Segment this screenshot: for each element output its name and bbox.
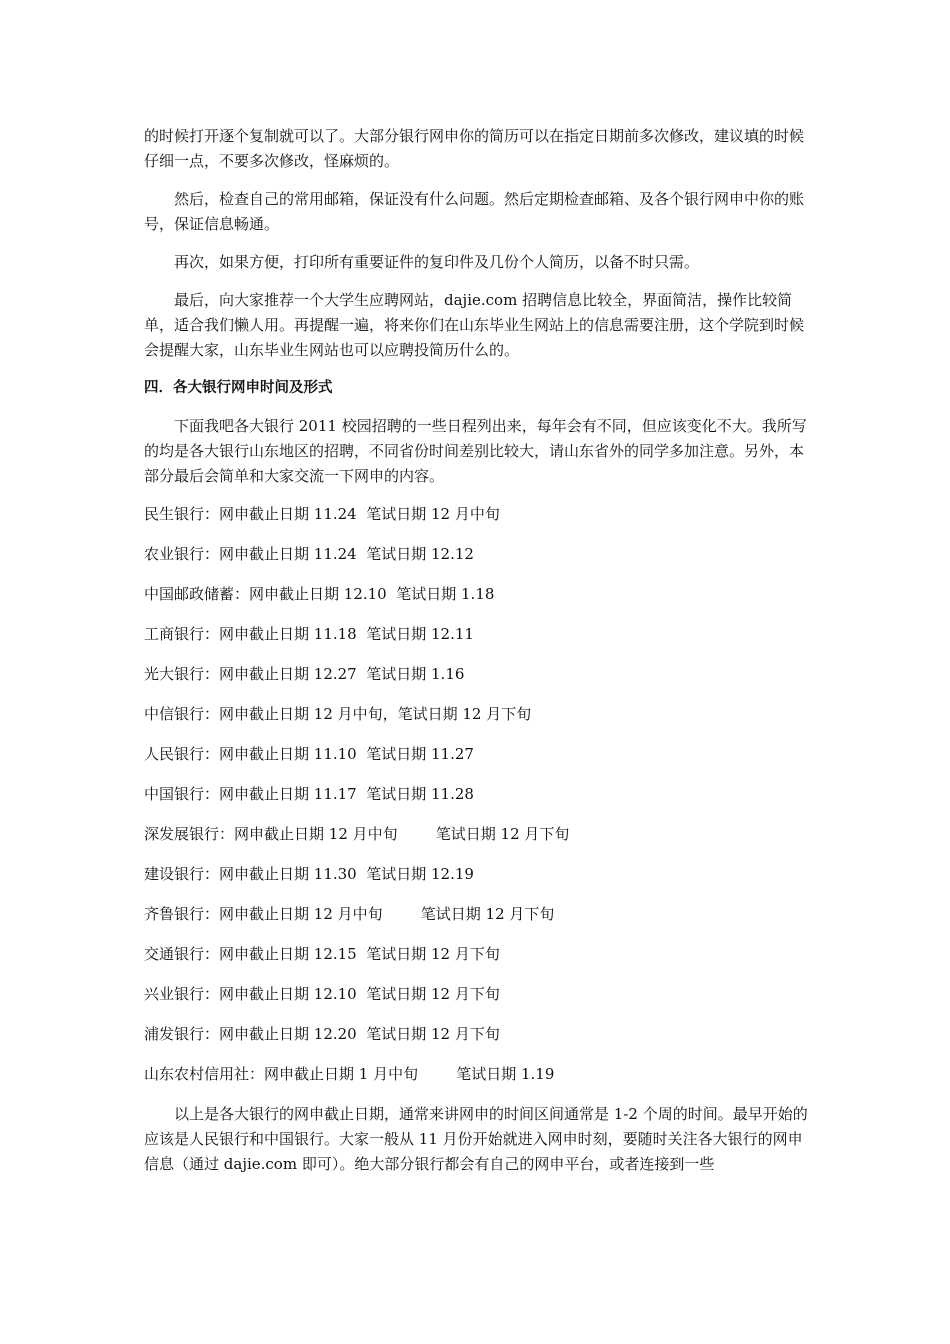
section-heading: 四．各大银行网申时间及形式 (144, 380, 333, 396)
bank-line-boc: 中国银行：网申截止日期 11.17 笔试日期 11.28 (144, 785, 474, 803)
bank-schedule-list (144, 502, 810, 1087)
bank-line-sdb: 深发展银行：网申截止日期 12 月中旬 笔试日期 12 月下旬 (144, 825, 570, 843)
bank-line-ccb: 建设银行：网申截止日期 11.30 笔试日期 12.19 (144, 865, 474, 883)
bank-line-abc: 农业银行：网申截止日期 11.24 笔试日期 12.12 (144, 545, 474, 563)
bank-line-minsheng: 民生银行：网申截止日期 11.24 笔试日期 12 月中旬 (144, 505, 500, 523)
paragraph-continuation: 的时候打开逐个复制就可以了。大部分银行网申你的简历可以在指定日期前多次修改，建议填的时候仔细一点，不要多次修改，怪麻烦的。 (144, 127, 805, 170)
bank-line-sd-rcc: 山东农村信用社：网申截止日期 1 月中旬 笔试日期 1.19 (144, 1065, 555, 1083)
bank-line-citic: 中信银行：网申截止日期 12 月中旬，笔试日期 12 月下旬 (144, 705, 532, 723)
bank-line-icbc: 工商银行：网申截止日期 11.18 笔试日期 12.11 (144, 625, 474, 643)
bank-line-cib: 兴业银行：网申截止日期 12.10 笔试日期 12 月下旬 (144, 985, 500, 1003)
bank-line-spdb: 浦发银行：网申截止日期 12.20 笔试日期 12 月下旬 (144, 1025, 500, 1043)
paragraph-recommend-site: 最后，向大家推荐一个大学生应聘网站，dajie.com 招聘信息比较全，界面简洁，操作比较简单，适合我们懒人用。再提醒一遍，将来你们在山东毕业生网站上的信息需要注册，这个学院到时候会提醒大家，山东毕业生网站也可以应聘投简历什么的。 (144, 291, 805, 359)
bank-line-qilu: 齐鲁银行：网申截止日期 12 月中旬 笔试日期 12 月下旬 (144, 905, 555, 923)
paragraph-intro: 下面我吧各大银行 2011 校园招聘的一些日程列出来，每年会有不同，但应该变化不大。我所写的均是各大银行山东地区的招聘，不同省份时间差别比较大，请山东省外的同学多加注意。另外，本部分最后会简单和大家交流一下网申的内容。 (144, 417, 807, 485)
document-body (144, 124, 810, 1190)
paragraph-closing: 以上是各大银行的网申截止日期，通常来讲网申的时间区间通常是 1-2 个周的时间。最早开始的应该是人民银行和中国银行。大家一般从 11 月份开始就进入网申时刻，要随时关注各大银行的网申信息（通过 dajie.com 即可）。绝大部分银行都会有自己的网申平台，或者连接到一些 (144, 1105, 808, 1173)
bank-line-postal: 中国邮政储蓄：网申截止日期 12.10 笔试日期 1.18 (144, 585, 495, 603)
bank-line-bocom: 交通银行：网申截止日期 12.15 笔试日期 12 月下旬 (144, 945, 500, 963)
paragraph-check-email: 然后，检查自己的常用邮箱，保证没有什么问题。然后定期检查邮箱、及各个银行网申中你的账号，保证信息畅通。 (144, 190, 805, 233)
paragraph-print-copies: 再次，如果方便，打印所有重要证件的复印件及几份个人简历，以备不时只需。 (174, 253, 700, 271)
bank-line-pbc: 人民银行：网申截止日期 11.10 笔试日期 11.27 (144, 745, 474, 763)
bank-line-everbright: 光大银行：网申截止日期 12.27 笔试日期 1.16 (144, 665, 465, 683)
